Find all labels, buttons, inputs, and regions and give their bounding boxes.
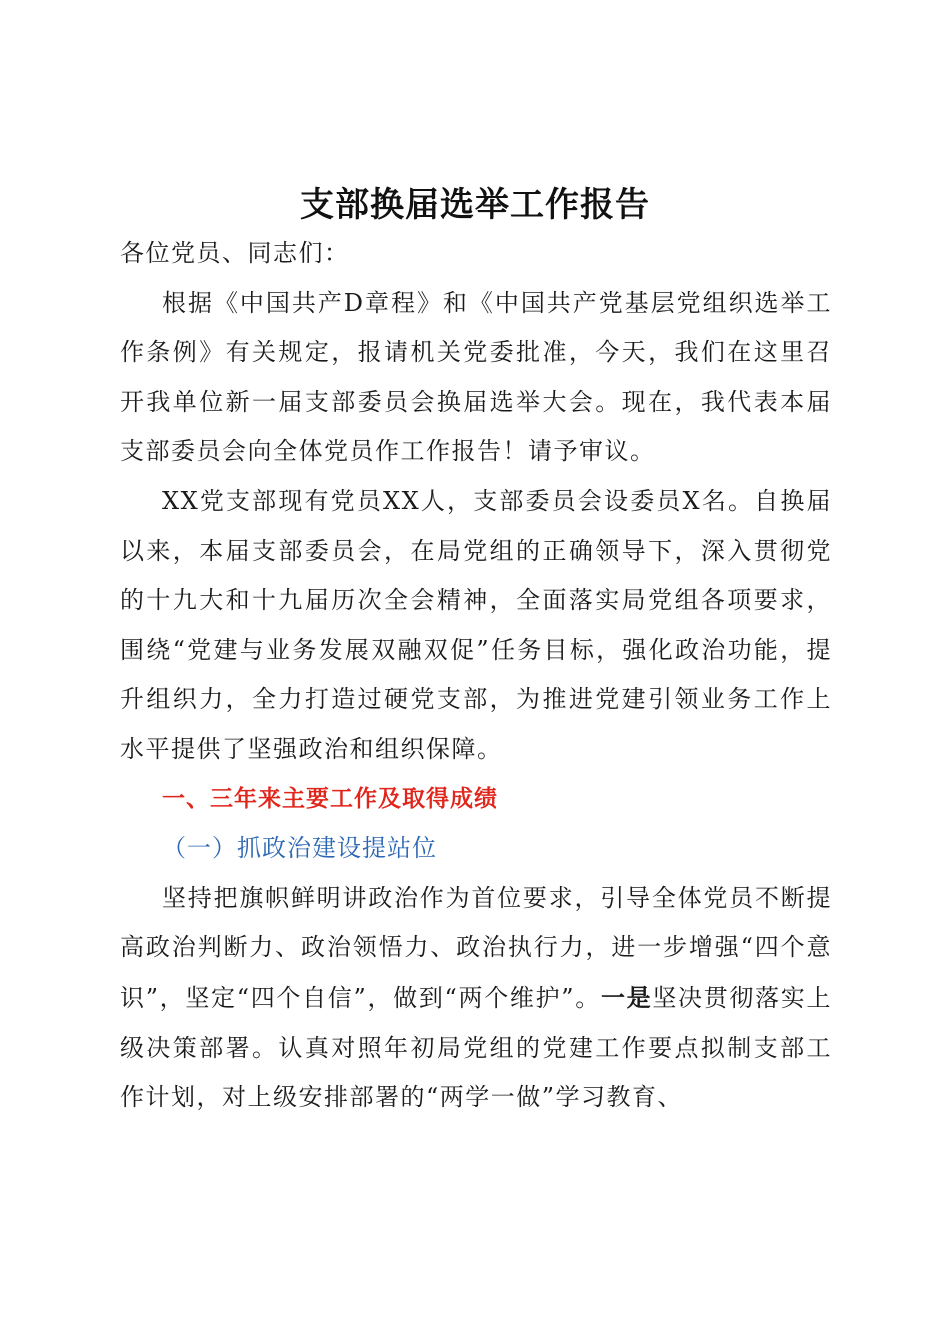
paragraph-intro: 根据《中国共产D章程》和《中国共产党基层党组织选举工作条例》有关规定，报请机关党委批准，今天，我们在这里召开我单位新一届支部委员会换届选举大会。现在，我代表本届支部委员会向全体党员作工作报告！请予审议。: [120, 288, 832, 466]
paragraph-overview: XX党支部现有党员XX人，支部委员会设委员X名。自换届以来，本届支部委员会，在局党组的正确领导下，深入贯彻党的十九大和十九届历次全会精神，全面落实局党组各项要求，围绕“党建与业务发展双融双促”任务目标，强化政治功能，提升组织力，全力打造过硬党支部，为推进党建引领业务工作上水平提供了坚强政治和组织保障。: [120, 486, 832, 763]
paragraph-text-before: 坚持把旗帜鲜明讲政治作为首位要求，引导全体党员不断提高政治判断力、政治领悟力、政治执行力，进一步增强“四个意识”，坚定“四个自信”，做到“两个维护”。: [120, 883, 832, 1012]
section-heading: 一、三年来主要工作及取得成绩: [162, 785, 498, 812]
paragraph-text-after: 坚决贯彻落实上级决策部署。认真对照年初局党组的党建工作要点拟制支部工作计划，对上级安排部署的“两学一做”学习教育、: [120, 983, 832, 1112]
document-body: [120, 229, 832, 1123]
document-title: 支部换届选举工作报告: [300, 185, 650, 225]
subsection-heading: （一）抓政治建设提站位: [162, 834, 437, 863]
salutation: 各位党员、同志们：: [120, 239, 350, 267]
paragraph-political-construction: [120, 874, 832, 1123]
bold-lead-text: 一是: [600, 982, 653, 1012]
